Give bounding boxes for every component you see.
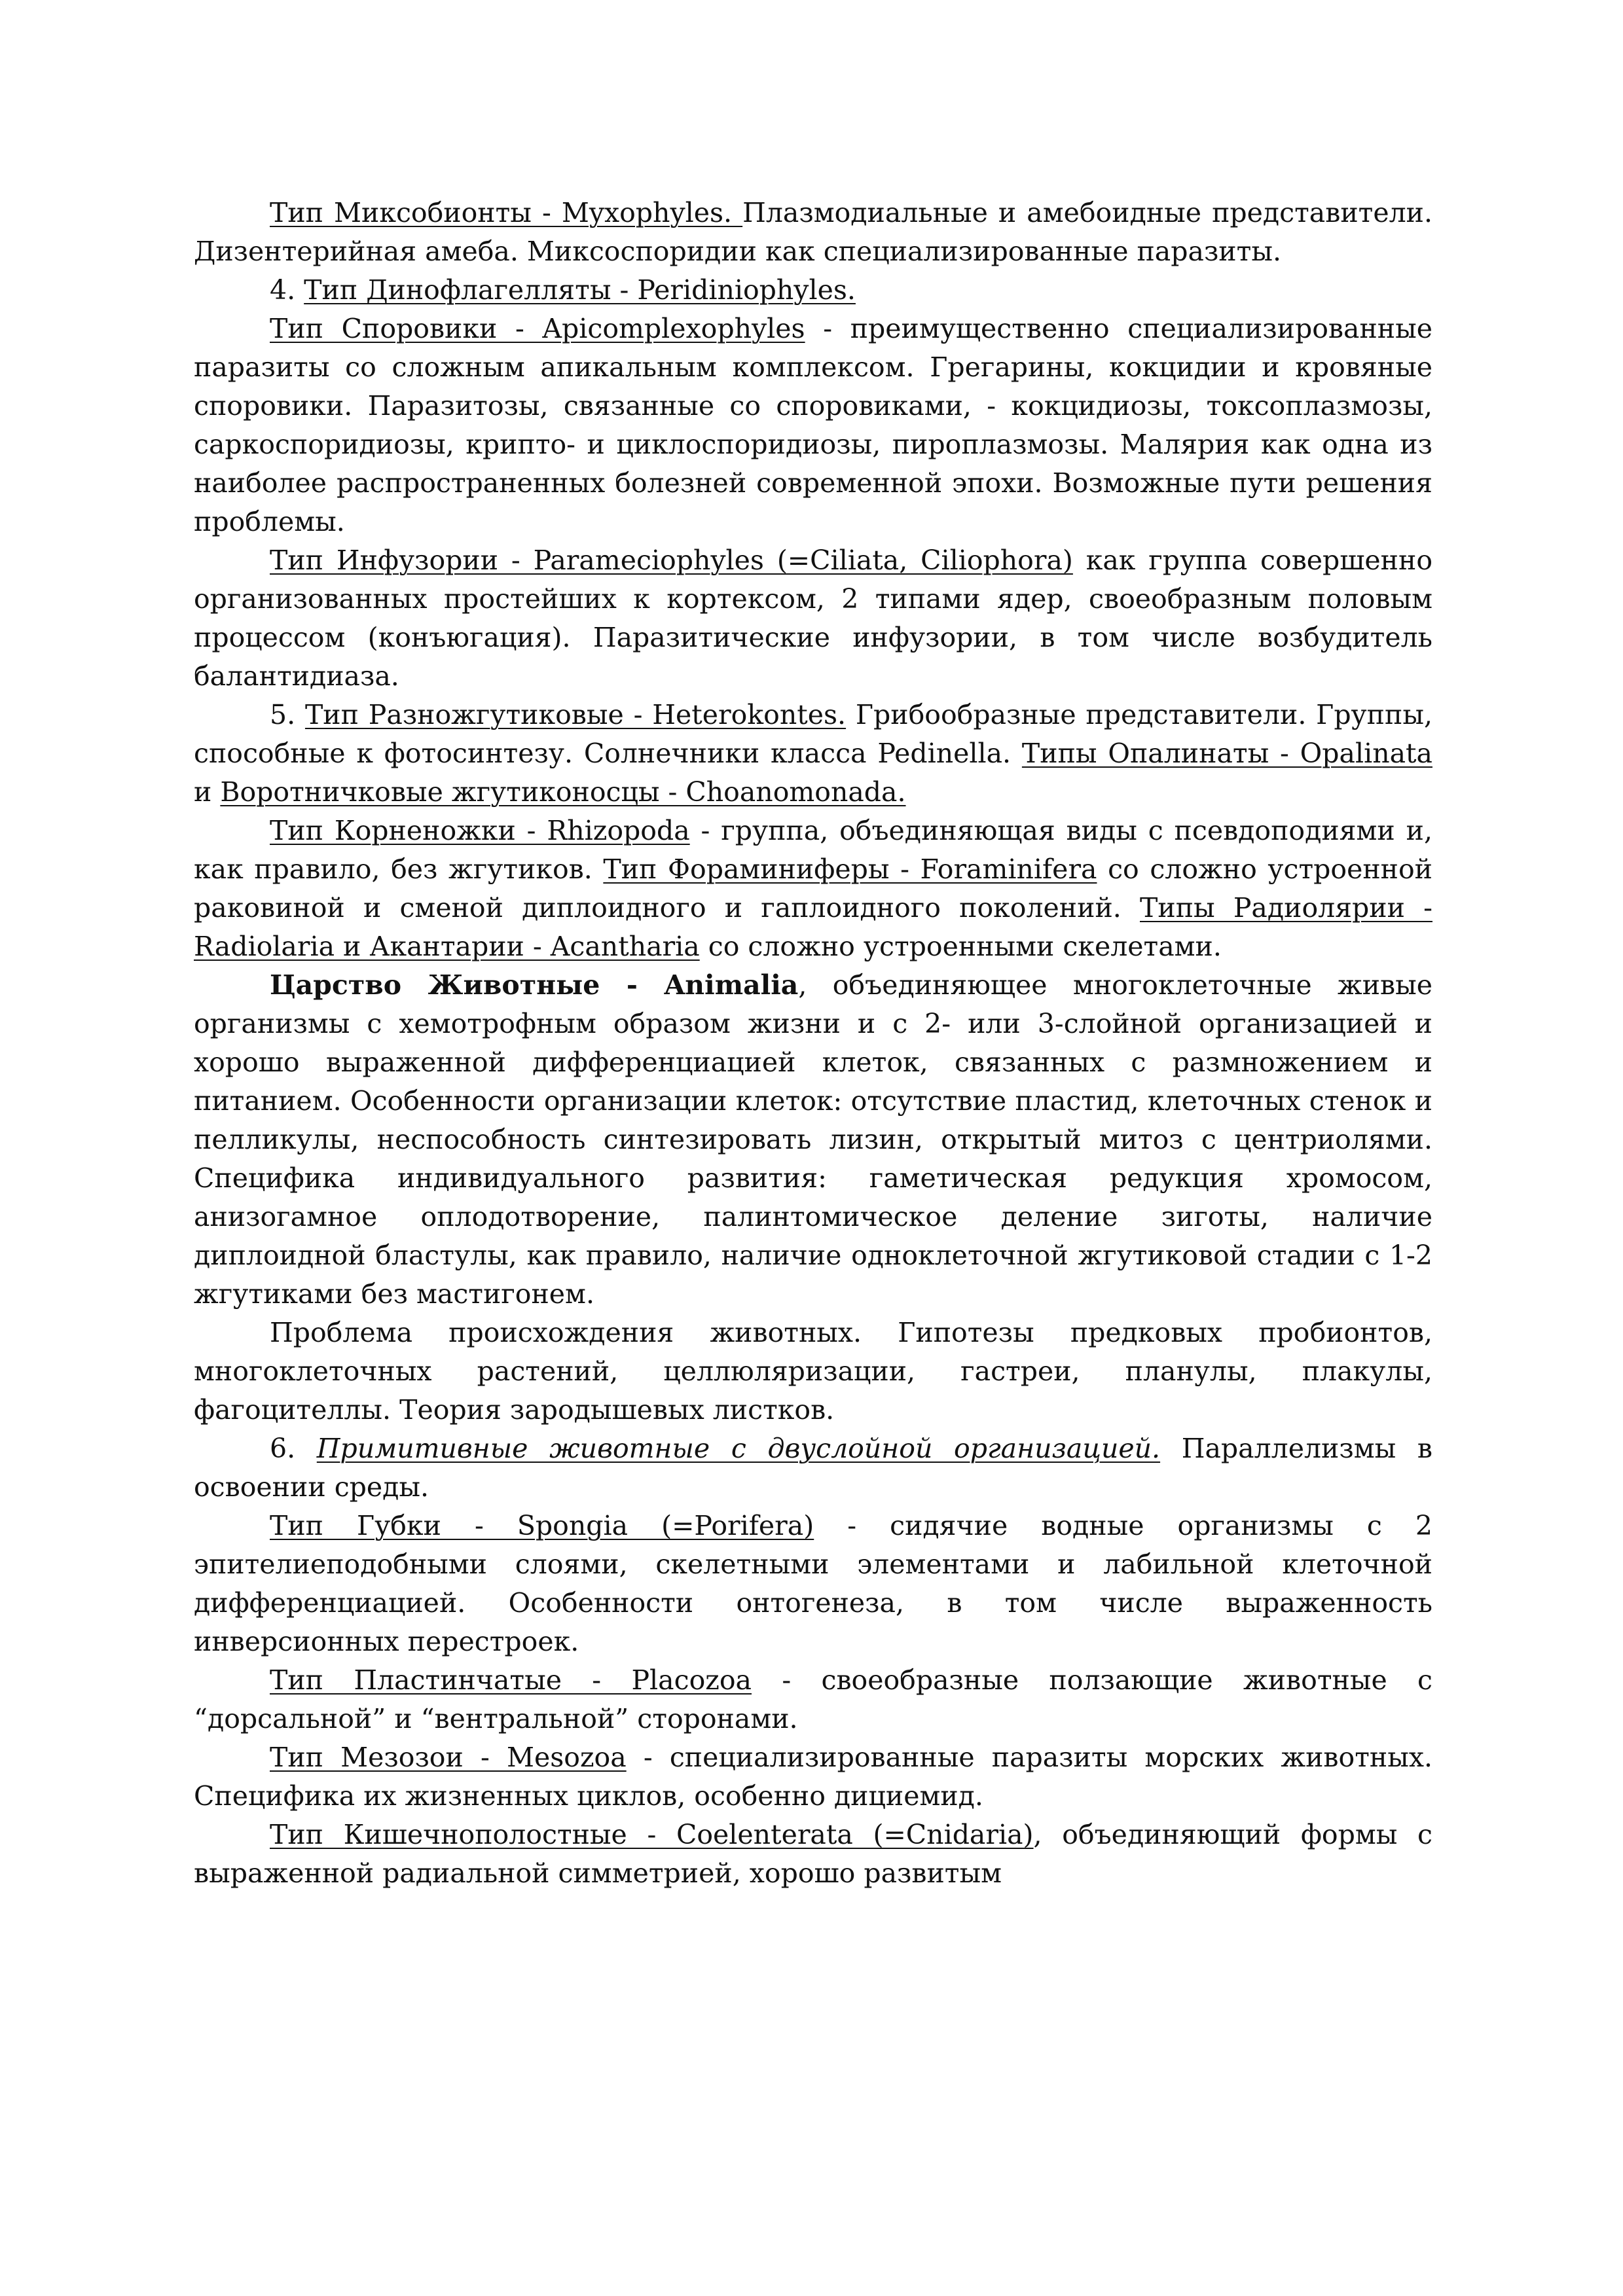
heading-choanomonada: Воротничковые жгутиконосцы - Choanomonada. — [220, 776, 906, 808]
heading-animalia: Царство Животные - Animalia — [270, 969, 799, 1001]
text-and: и — [194, 776, 221, 808]
text-apicomplexa: - преимущественно специализированные паразиты со сложным апикальным комплексом. Грегарины, кокцидии и кровяные споровики. Паразитозы, связанные со споровиками, - кокцидиозы, токсоплазмозы, саркоспоридиозы, крипто- и циклоспоридиозы, пироплазмозы. Малярия как одна из наиболее распространенных болезней современной эпохи. Возможные пути решения проблемы. — [194, 313, 1432, 537]
heading-apicomplexa: Тип Споровики - Apicomplexophyles — [270, 313, 805, 344]
heading-heterokontes: Тип Разножгутиковые - Heterokontes. — [304, 699, 847, 730]
paragraph-placozoa — [194, 1661, 1432, 1738]
paragraph-myxophyles — [194, 194, 1432, 271]
text-porifera: - сидячие водные организмы с 2 эпителиеподобными слоями, скелетными элементами и лабильной клеточной дифференциацией. Особенности онтогенеза, в том числе выраженность инверсионных перестроек. — [194, 1510, 1432, 1657]
heading-myxophyles: Тип Миксобионты - Myxophyles. — [270, 197, 743, 228]
heading-mesozoa: Тип Мезозои - Mesozoa — [270, 1742, 627, 1773]
paragraph-coelenterata — [194, 1816, 1432, 1893]
heading-primitive-animals: Примитивные животные с двуслойной организацией. — [316, 1433, 1161, 1464]
paragraph-ciliates — [194, 541, 1432, 696]
heading-opalinata: Типы Опалинаты - Opalinata — [1021, 738, 1432, 769]
section-number-4: 4. — [270, 274, 304, 306]
document-page — [194, 194, 1432, 1893]
paragraph-apicomplexa — [194, 310, 1432, 541]
heading-porifera: Тип Губки - Spongia (=Porifera) — [270, 1510, 814, 1541]
text-heterokontes: Грибообразные представители. Группы, способные к фотосинтезу. Солнечники класса Pedinella. — [194, 699, 1433, 769]
text-myxophyles: Плазмодиальные и амебоидные представители. Дизентерийная амеба. Миксоспоридии как специализированные паразиты. — [194, 197, 1432, 267]
heading-rhizopoda: Тип Корненожки - Rhizopoda — [270, 815, 690, 846]
paragraph-section-6 — [194, 1429, 1432, 1507]
heading-placozoa: Тип Пластинчатые - Placozoa — [270, 1664, 752, 1696]
text-parallelisms: Параллелизмы в освоении среды. — [194, 1433, 1432, 1503]
paragraph-section-4 — [194, 271, 1432, 310]
text-radiolaria: со сложно устроенными скелетами. — [699, 931, 1222, 962]
text-ciliates: как группа совершенно организованных простейших к кортексом, 2 типами ядер, своеобразным половым процессом (конъюгация). Паразитические инфузории, в том числе возбудитель балантидиаза. — [194, 545, 1433, 692]
section-number-6: 6. — [270, 1433, 317, 1464]
heading-foraminifera: Тип Фораминиферы - Foraminifera — [603, 853, 1097, 885]
paragraph-porifera — [194, 1507, 1432, 1661]
heading-peridiniophyles: Тип Динофлагелляты - Peridiniophyles. — [304, 274, 856, 306]
paragraph-mesozoa — [194, 1738, 1432, 1816]
heading-coelenterata: Тип Кишечнополостные - Coelenterata (=Cnidaria) — [270, 1819, 1034, 1850]
paragraph-origin — [194, 1314, 1432, 1429]
text-animalia: , объединяющее многоклеточные живые организмы с хемотрофным образом жизни и с 2- или 3-слойной организацией и хорошо выраженной дифференциацией клеток, связанных с размножением и питанием. Особенности организации клеток: отсутствие пластид, клеточных стенок и пелликулы, неспособность синтезировать лизин, открытый митоз с центриолями. Специфика индивидуального развития: гаметическая редукция хромосом, анизогамное оплодотворение, палинтомическое деление зиготы, наличие диплоидной бластулы, как правило, наличие одноклеточной жгутиковой стадии с 1-2 жгутиками без мастигонем. — [194, 969, 1432, 1310]
text-origin: Проблема происхождения животных. Гипотезы предковых пробионтов, многоклеточных растений, целлюляризации, гастреи, планулы, плакулы, фагоцителлы. Теория зародышевых листков. — [194, 1317, 1432, 1426]
paragraph-section-5 — [194, 696, 1432, 812]
text-coelenterata: , объединяющий формы с выраженной радиальной симметрией, хорошо развитым — [194, 1819, 1432, 1889]
section-number-5: 5. — [270, 699, 305, 730]
paragraph-animalia — [194, 966, 1432, 1314]
heading-ciliates: Тип Инфузории - Parameciophyles (=Ciliata, Ciliophora) — [270, 545, 1073, 576]
text-mesozoa: - специализированные паразиты морских животных. Специфика их жизненных циклов, особенно дициемид. — [194, 1742, 1432, 1812]
paragraph-rhizopoda — [194, 812, 1432, 966]
text-placozoa: - своеобразные ползающие животные с “дорсальной” и “вентральной” сторонами. — [194, 1664, 1433, 1734]
heading-radiolaria: Типы Радиолярии - Radiolaria и Акантарии - Acantharia — [194, 892, 1432, 962]
text-foraminifera: со сложно устроенной раковиной и сменой диплоидного и гаплоидного поколений. — [194, 853, 1432, 924]
text-rhizopoda: - группа, объединяющая виды с псевдоподиями и, как правило, без жгутиков. — [194, 815, 1432, 885]
